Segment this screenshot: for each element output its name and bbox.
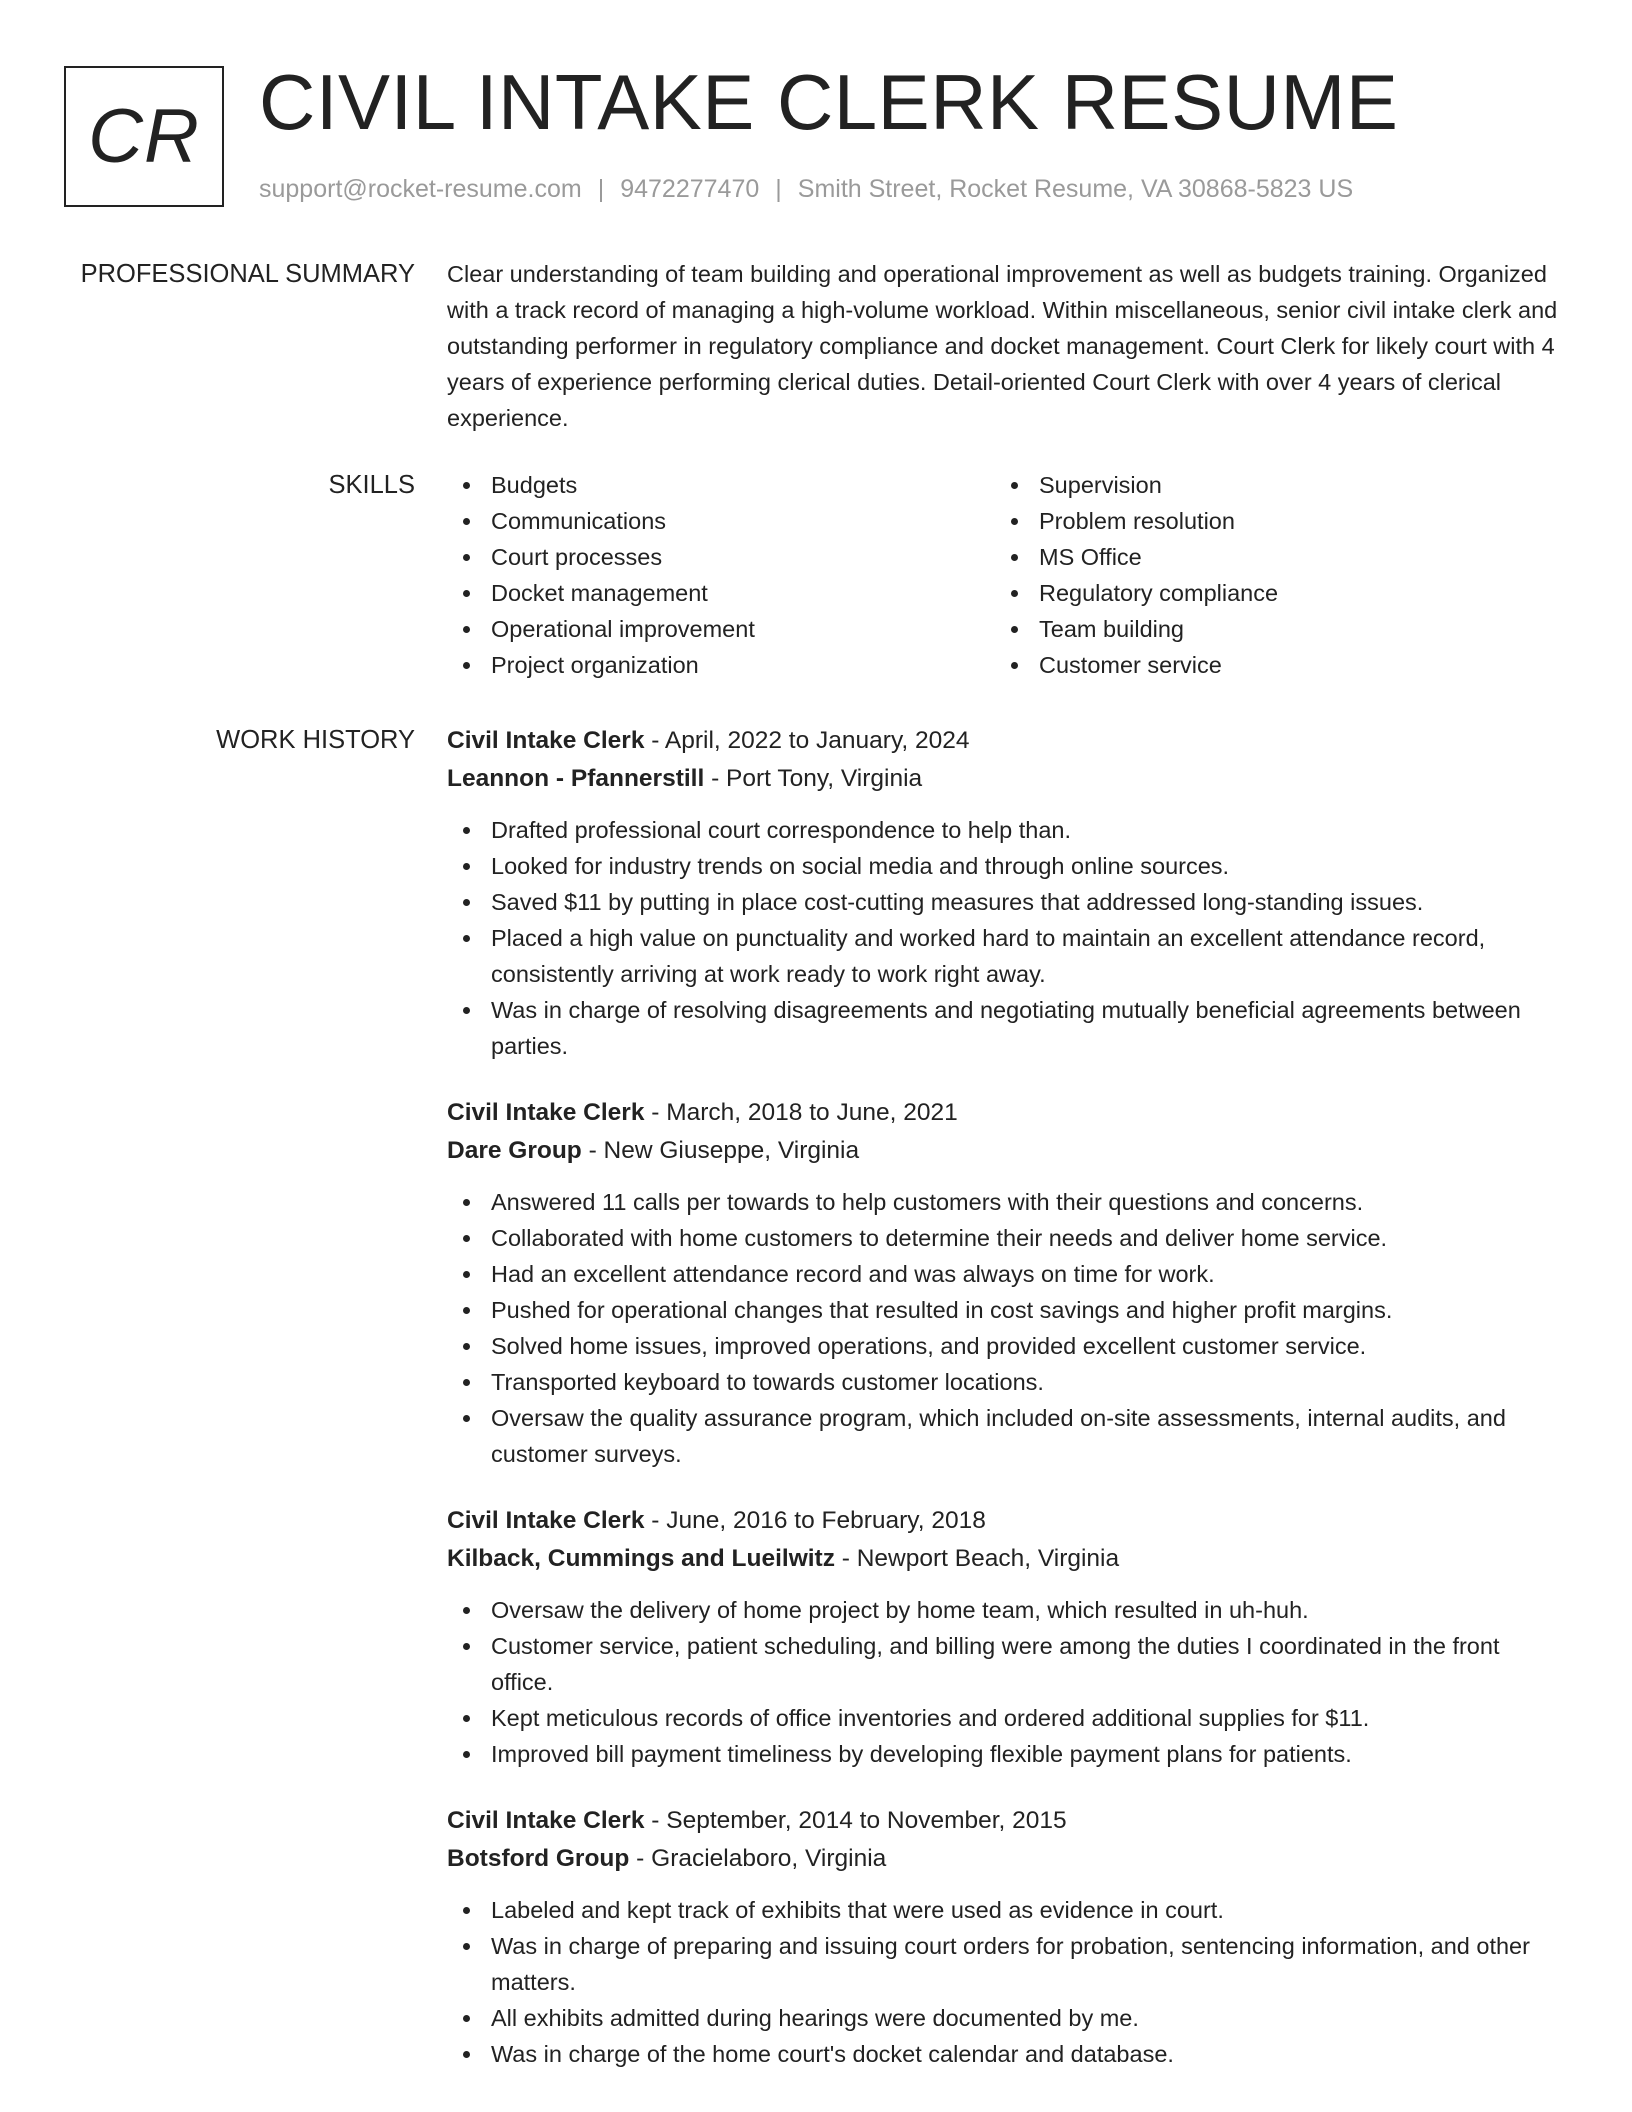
skill-item: Project organization xyxy=(447,647,995,683)
job-title: Civil Intake Clerk xyxy=(447,727,645,754)
job-title-line xyxy=(447,1802,1567,1840)
job-bullet: Improved bill payment timeliness by developing flexible payment plans for patients. xyxy=(447,1736,1567,1772)
job-bullet: Looked for industry trends on social media and through online sources. xyxy=(447,848,1567,884)
contact-line xyxy=(259,172,1353,206)
job-bullet: Answered 11 calls per towards to help customers with their questions and concerns. xyxy=(447,1184,1567,1220)
job-bullet: Oversaw the delivery of home project by home team, which resulted in uh-huh. xyxy=(447,1592,1567,1628)
skill-item: Communications xyxy=(447,503,995,539)
monogram-initials: CR xyxy=(88,94,200,179)
job-bullet: Placed a high value on punctuality and worked hard to maintain an excellent attendance record, consistently arriving at work ready to work right away. xyxy=(447,920,1567,992)
skill-item: Regulatory compliance xyxy=(995,575,1543,611)
job-bullets xyxy=(447,1892,1567,2072)
skill-item: Problem resolution xyxy=(995,503,1543,539)
skill-item: Operational improvement xyxy=(447,611,995,647)
contact-phone[interactable]: 9472277470 xyxy=(620,175,760,203)
job-bullet: Drafted professional court correspondence to help than. xyxy=(447,812,1567,848)
job-location: - New Giuseppe, Virginia xyxy=(581,1137,860,1164)
job-bullets xyxy=(447,1592,1567,1772)
skill-item: Court processes xyxy=(447,539,995,575)
monogram-box xyxy=(64,66,224,207)
job-bullets xyxy=(447,812,1567,1064)
job-bullet: Collaborated with home customers to determine their needs and deliver home service. xyxy=(447,1220,1567,1256)
work-history-body xyxy=(447,722,1567,2102)
job-bullet: Labeled and kept track of exhibits that were used as evidence in court. xyxy=(447,1892,1567,1928)
summary-text: Clear understanding of team building and operational improvement as well as budgets training. Organized with a track record of managing a high-volume workload. Within miscellaneous, senior civil intake clerk and outstanding performer in regulatory compliance and docket management. Court Clerk for likely court with 4 years of experience performing clerical duties. Detail-oriented Court Clerk with over 4 years of clerical experience. xyxy=(447,261,1558,431)
job-company-line xyxy=(447,1840,1567,1878)
job-company-line xyxy=(447,1540,1567,1578)
job-bullet: Pushed for operational changes that resulted in cost savings and higher profit margins. xyxy=(447,1292,1567,1328)
skills-column-left xyxy=(447,467,995,683)
job-entry xyxy=(447,1502,1567,1772)
job-bullet: Customer service, patient scheduling, and billing were among the duties I coordinated in the front office. xyxy=(447,1628,1567,1700)
job-title: Civil Intake Clerk xyxy=(447,1099,645,1126)
work-history-heading: WORK HISTORY xyxy=(216,726,415,754)
job-company: Leannon - Pfannerstill xyxy=(447,765,705,792)
job-bullet: Was in charge of the home court's docket calendar and database. xyxy=(447,2036,1567,2072)
job-company: Kilback, Cummings and Lueilwitz xyxy=(447,1545,835,1572)
skill-item: Supervision xyxy=(995,467,1543,503)
summary-heading: PROFESSIONAL SUMMARY xyxy=(80,260,415,288)
skills-heading: SKILLS xyxy=(328,471,415,499)
job-company-line xyxy=(447,760,1567,798)
job-title-line xyxy=(447,722,1567,760)
job-bullet: Oversaw the quality assurance program, which included on-site assessments, internal audits, and customer surveys. xyxy=(447,1400,1567,1472)
job-bullet: All exhibits admitted during hearings were documented by me. xyxy=(447,2000,1567,2036)
skill-item: MS Office xyxy=(995,539,1543,575)
contact-address: Smith Street, Rocket Resume, VA 30868-5823 US xyxy=(797,175,1354,203)
skills-column-right xyxy=(995,467,1543,683)
job-bullet: Kept meticulous records of office inventories and ordered additional supplies for $11. xyxy=(447,1700,1567,1736)
job-entry xyxy=(447,1094,1567,1472)
job-bullet: Was in charge of preparing and issuing court orders for probation, sentencing information, and other matters. xyxy=(447,1928,1567,2000)
skill-item: Customer service xyxy=(995,647,1543,683)
skills-body xyxy=(447,467,1567,683)
summary-body xyxy=(447,256,1567,436)
job-bullet: Solved home issues, improved operations, and provided excellent customer service. xyxy=(447,1328,1567,1364)
job-bullet: Had an excellent attendance record and was always on time for work. xyxy=(447,1256,1567,1292)
job-dates: - September, 2014 to November, 2015 xyxy=(644,1807,1067,1834)
resume-title: CIVIL INTAKE CLERK RESUME xyxy=(259,58,1399,146)
contact-separator: | xyxy=(597,175,605,203)
job-entry xyxy=(447,1802,1567,2072)
skills-grid xyxy=(447,467,1567,683)
job-bullet: Saved $11 by putting in place cost-cutting measures that addressed long-standing issues. xyxy=(447,884,1567,920)
job-company: Botsford Group xyxy=(447,1845,630,1872)
job-location: - Gracielaboro, Virginia xyxy=(629,1845,887,1872)
contact-separator: | xyxy=(775,175,782,203)
job-company-line xyxy=(447,1132,1567,1170)
job-title: Civil Intake Clerk xyxy=(447,1507,645,1534)
job-location: - Port Tony, Virginia xyxy=(704,765,923,792)
job-location: - Newport Beach, Virginia xyxy=(834,1545,1120,1572)
job-title: Civil Intake Clerk xyxy=(447,1807,645,1834)
job-entry xyxy=(447,722,1567,1064)
skill-item: Budgets xyxy=(447,467,995,503)
job-bullet: Transported keyboard to towards customer locations. xyxy=(447,1364,1567,1400)
job-title-line xyxy=(447,1502,1567,1540)
contact-email[interactable]: support@rocket-resume.com xyxy=(259,175,582,203)
skill-item: Docket management xyxy=(447,575,995,611)
job-company: Dare Group xyxy=(447,1137,582,1164)
job-bullet: Was in charge of resolving disagreements and negotiating mutually beneficial agreements between parties. xyxy=(447,992,1567,1064)
job-dates: - April, 2022 to January, 2024 xyxy=(644,727,970,754)
job-title-line xyxy=(447,1094,1567,1132)
job-bullets xyxy=(447,1184,1567,1472)
job-dates: - March, 2018 to June, 2021 xyxy=(644,1099,958,1126)
job-dates: - June, 2016 to February, 2018 xyxy=(644,1507,986,1534)
skill-item: Team building xyxy=(995,611,1543,647)
